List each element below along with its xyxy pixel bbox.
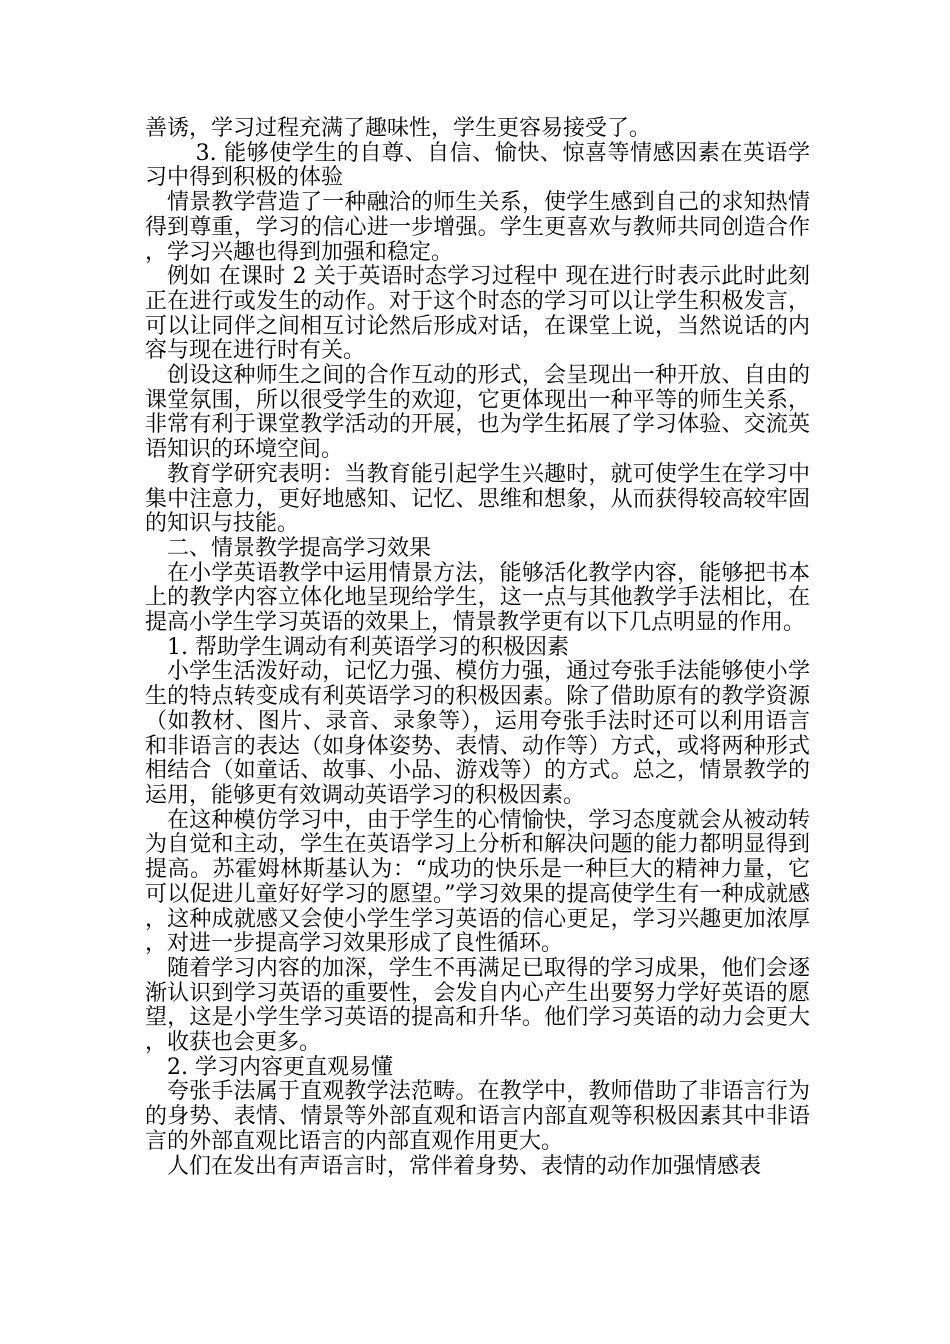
paragraph: 在这种模仿学习中，由于学生的心情愉快，学习态度就会从被动转为自觉和主动，学生在英语学习上分析和解决问题的能力都明显得到提高。苏霍姆林斯基认为：“成功的快乐是一种巨大的精神力量，它可以促进儿童好好学习的愿望。”学习效果的提高使学生有一种成就感，这种成就感又会使小学生学习英语的信心更足，学习兴趣更加浓厚，对进一步提高学习效果形成了良性循环。 xyxy=(145,807,810,957)
numbered-subheading: 3. 能够使学生的自尊、自信、愉快、惊喜等情感因素在英语学习中得到积极的体验 xyxy=(145,140,810,191)
paragraph: 情景教学营造了一种融洽的师生关系，使学生感到自己的求知热情得到尊重，学习的信心进一步增强。学生更喜欢与教师共同创造合作，学习兴趣也得到加强和稳定。 xyxy=(145,190,810,265)
paragraph: 善诱，学习过程充满了趣味性，学生更容易接受了。 xyxy=(145,116,652,141)
paragraph: 创设这种师生之间的合作互动的形式，会呈现出一种开放、自由的课堂氛围，所以很受学生的欢迎，它更体现出一种平等的师生关系，非常有利于课堂教学活动的开展，也为学生拓展了学习体验、交流英语知识的环境空间。 xyxy=(145,363,810,463)
paragraph: 小学生活泼好动，记忆力强、模仿力强，通过夸张手法能够使小学生的特点转变成有利英语学习的积极因素。除了借助原有的教学资源（如教材、图片、录音、录象等），运用夸张手法时还可以利用语言和非语言的表达（如身体姿势、表情、动作等）方式，或将两种形式相结合（如童话、故事、小品、游戏等）的方式。总之，情景教学的运用，能够更有效调动英语学习的积极因素。 xyxy=(145,659,810,808)
paragraph: 例如 在课时 2 关于英语时态学习过程中 现在进行时表示此时此刻正在进行或发生的动作。对于这个时态的学习可以让学生积极发言，可以让同伴之间相互讨论然后形成对话，在课堂上说，当然说话的内容与现在进行时有关。 xyxy=(145,264,810,364)
numbered-subheading: 2. 学习内容更直观易懂 xyxy=(167,1054,393,1080)
paragraph: 随着学习内容的加深，学生不再满足已取得的学习成果，他们会逐渐认识到学习英语的重要性，会发自内心产生出要努力学好英语的愿望，这是小学生学习英语的提高和升华。他们学习英语的动力会更大，收获也会更多。 xyxy=(145,955,810,1056)
paragraph: 教育学研究表明：当教育能引起学生兴趣时，就可使学生在学习中集中注意力，更好地感知、记忆、思维和想象，从而获得较高较牢固的知识与技能。 xyxy=(145,461,810,537)
document-page xyxy=(145,117,810,1179)
numbered-subheading: 1. 帮助学生调动有利英语学习的积极因素 xyxy=(167,634,569,660)
paragraph: 人们在发出有声语言时，常伴着身势、表情的动作加强情感表 xyxy=(167,1153,762,1179)
paragraph: 夸张手法属于直观教学法范畴。在教学中，教师借助了非语言行为的身势、表情、情景等外部直观和语言内部直观等积极因素其中非语言的外部直观比语言的内部直观作用更大。 xyxy=(145,1079,810,1154)
section-heading: 二、情景教学提高学习效果 xyxy=(167,535,432,561)
paragraph: 在小学英语教学中运用情景方法，能够活化教学内容，能够把书本上的教学内容立体化地呈现给学生，这一点与其他教学手法相比，在提高小学生学习英语的效果上，情景教学更有以下几点明显的作用。 xyxy=(145,560,810,636)
